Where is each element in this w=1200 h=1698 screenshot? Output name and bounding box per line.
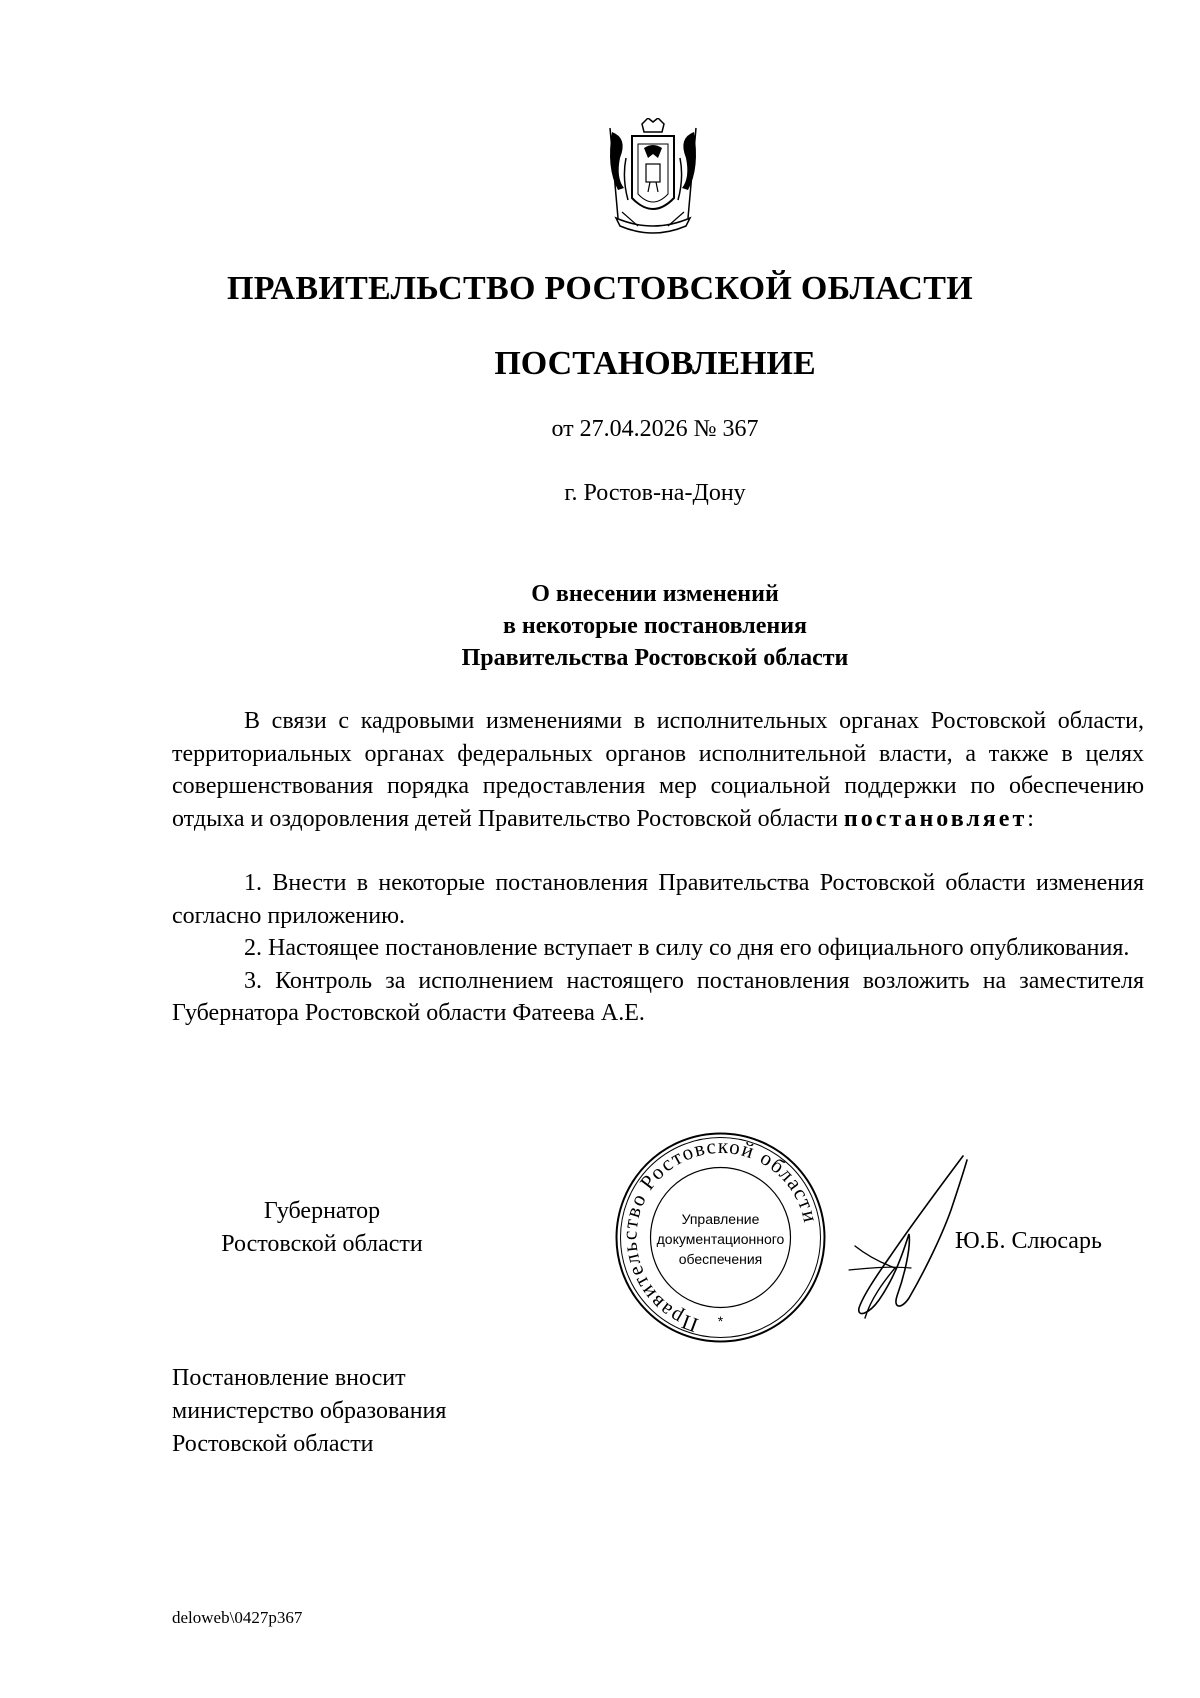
- document-city: г. Ростов-на-Дону: [564, 480, 746, 506]
- document-subject: [0, 578, 1200, 674]
- subject-line: О внесении изменений: [531, 581, 779, 607]
- decides-word: постановляет: [843, 805, 1028, 832]
- seal-ring-text: Правительство Ростовской области: [617, 1133, 824, 1338]
- official-seal-stamp: [613, 1130, 828, 1345]
- coat-of-arms-emblem: [598, 118, 708, 240]
- signatory-title: [172, 1195, 472, 1261]
- seal-star: *: [717, 1313, 724, 1329]
- submitter-line: Ростовской области: [172, 1431, 374, 1457]
- clause-3: 3. Контроль за исполнением настоящего постановления возложить на заместителя Губернатора Ростовской области Фатеева А.Е.: [172, 967, 1144, 1026]
- preamble-paragraph: [172, 705, 1144, 835]
- clause-2: 2. Настоящее постановление вступает в силу со дня его официального опубликования.: [244, 935, 1130, 961]
- preamble-text: В связи с кадровыми изменениями в исполнительных органах Ростовской области, территориальных органах федеральных органов исполнительной власти, а также в целях совершенствования порядка предоставления мер социальной поддержки по обеспечению отдыха и оздоровления детей Правительство Ростовской области: [172, 708, 1144, 832]
- submitter-block: [172, 1362, 446, 1461]
- government-title: ПРАВИТЕЛЬСТВО РОСТОВСКОЙ ОБЛАСТИ: [227, 270, 973, 307]
- document-registry-code: deloweb\0427p367: [172, 1608, 303, 1627]
- document-body: [172, 705, 1144, 1030]
- clause-1: 1. Внести в некоторые постановления Правительства Ростовской области изменения согласно приложению.: [172, 870, 1144, 929]
- seal-center-line: Управление: [681, 1211, 760, 1227]
- document-type: ПОСТАНОВЛЕНИЕ: [494, 345, 816, 382]
- decides-colon: :: [1027, 805, 1034, 832]
- document-date-number: от 27.04.2026 № 367: [551, 416, 759, 442]
- signatory-title-line: Губернатор: [263, 1198, 381, 1224]
- subject-line: в некоторые постановления: [502, 613, 808, 639]
- submitter-line: министерство образования: [172, 1398, 447, 1424]
- signatory-title-line: Ростовской области: [221, 1231, 423, 1257]
- seal-center-line: обеспечения: [678, 1251, 763, 1267]
- submitter-line: Постановление вносит: [172, 1365, 406, 1391]
- seal-center-line: документационного: [656, 1231, 785, 1247]
- subject-line: Правительства Ростовской области: [461, 645, 849, 671]
- signatory-name: Ю.Б. Слюсарь: [955, 1228, 1102, 1254]
